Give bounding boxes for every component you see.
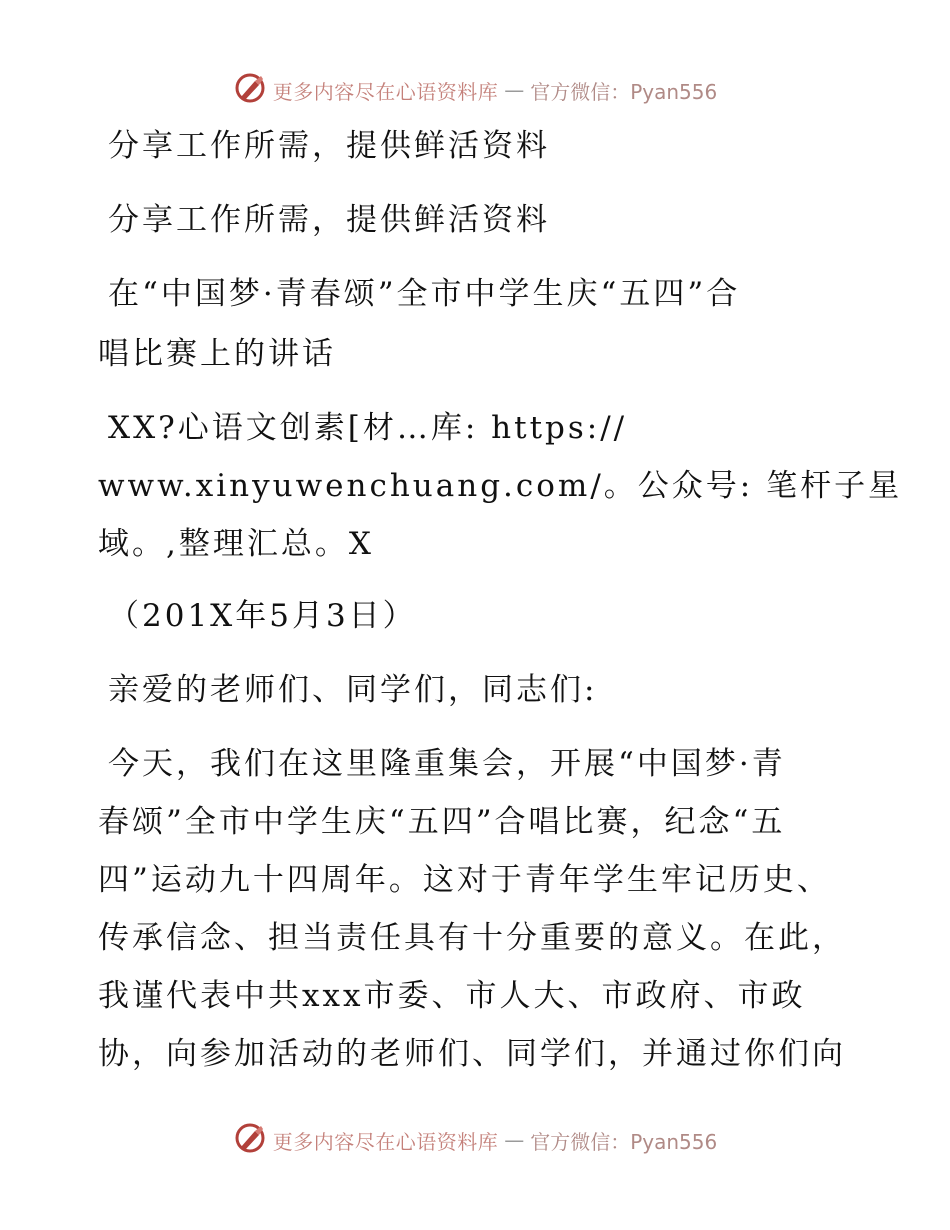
- source-note-line-2: www.xinyuwenchuang.com/。公众号: 笔杆子星: [98, 468, 903, 504]
- header-banner-text: 更多内容尽在心语资料库: [272, 79, 499, 104]
- footer-banner-text: 更多内容尽在心语资料库: [272, 1129, 499, 1154]
- footer-banner-separator: —: [504, 1128, 525, 1152]
- tagline: 分享工作所需，提供鲜活资料: [108, 202, 550, 238]
- document-title-line-2: 唱比赛上的讲话: [98, 336, 336, 372]
- header-banner-wechat: 官方微信：Pyan556: [530, 79, 718, 104]
- body-line: 春颂”全市中学生庆“五四”合唱比赛，纪念“五: [98, 804, 786, 840]
- greeting: 亲爱的老师们、同学们，同志们:: [108, 672, 598, 708]
- header-banner-separator: —: [504, 78, 525, 102]
- header-banner: [0, 70, 950, 110]
- body-line: 我谨代表中共xxx市委、市人大、市政府、市政: [98, 978, 806, 1014]
- body-line: 传承信念、担当责任具有十分重要的意义。在此，: [98, 920, 846, 956]
- tagline: 分享工作所需，提供鲜活资料: [108, 128, 550, 164]
- source-note-line-3: 域。,整理汇总。X: [98, 526, 374, 562]
- footer-banner: [0, 1120, 950, 1160]
- pen-nib-logo-icon: [233, 1121, 267, 1159]
- body-line: 今天，我们在这里隆重集会，开展“中国梦·青: [108, 746, 786, 782]
- body-line: 四”运动九十四周年。这对于青年学生牢记历史、: [98, 862, 831, 898]
- body-line: 协，向参加活动的老师们、同学们，并通过你们向: [98, 1036, 846, 1072]
- pen-nib-logo-icon: [233, 71, 267, 109]
- source-note-line-1: XX?心语文创素[材…库: https://: [108, 410, 628, 446]
- speech-date: （201X年5月3日）: [108, 598, 417, 634]
- footer-banner-wechat: 官方微信：Pyan556: [530, 1129, 718, 1154]
- document-title-line-1: 在“中国梦·青春颂”全市中学生庆“五四”合: [108, 276, 741, 312]
